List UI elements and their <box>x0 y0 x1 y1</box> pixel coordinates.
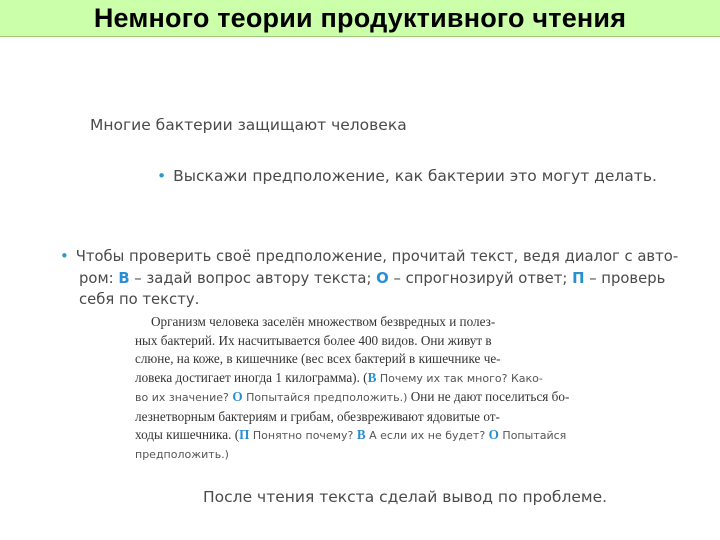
passage-line <box>135 426 645 446</box>
bullet-icon: • <box>157 167 167 185</box>
passage-line: лезнетворным бактериям и грибам, обезвреживают ядовитые от- <box>135 408 500 424</box>
passage-line: Организм человека заселён множеством безвредных и полез- <box>151 314 496 329</box>
task-2-line-1 <box>60 246 700 268</box>
marker-p: П <box>239 427 250 442</box>
section-heading: Многие бактерии защищают человека <box>90 116 407 134</box>
passage-text: Они не дают поселиться бо- <box>407 389 570 404</box>
task-2-text-2d: – проверь <box>584 269 666 287</box>
marker-v: В <box>118 269 130 287</box>
passage-line: слюне, на коже, в кишечнике (вес всех бактерий в кишечнике че- <box>135 351 501 366</box>
task-2-text-2c: – спрогнозируй ответ; <box>388 269 573 287</box>
passage-text: ловека достигает иногда 1 килограмма). ( <box>135 369 368 385</box>
dialog-note: во их значение? <box>135 391 233 404</box>
task-2-text-2a: ром: <box>79 269 119 287</box>
task-bullet-2 <box>60 246 700 311</box>
task-2-line-3: себя по тексту. <box>79 291 200 308</box>
passage-text: ходы кишечника. ( <box>135 427 240 442</box>
bullet-icon: • <box>60 248 69 265</box>
passage-line <box>135 388 645 408</box>
marker-p: П <box>572 269 585 287</box>
passage-line <box>135 369 645 389</box>
dialog-note: Попытайся <box>498 429 567 442</box>
task-2-line-2 <box>60 268 700 290</box>
marker-o: О <box>488 427 499 442</box>
marker-o: О <box>232 389 243 404</box>
slide-title: Немного теории продуктивного чтения <box>0 0 720 37</box>
marker-v: В <box>356 427 366 442</box>
dialog-note: Попытайся предположить.) <box>242 391 408 404</box>
dialog-note: А если их не будет? <box>365 429 489 442</box>
marker-v: В <box>367 369 377 385</box>
task-1-text: Выскажи предположение, как бактерии это могут делать. <box>173 167 657 185</box>
passage-line: предположить.) <box>135 447 229 461</box>
task-2-text-2b: – задай вопрос автору текста; <box>129 269 377 287</box>
passage-line: ных бактерий. Их насчитывается более 400 видов. Они живут в <box>135 332 492 348</box>
task-2-text-1: Чтобы проверить своё предположение, прочитай текст, ведя диалог с авто- <box>75 248 679 265</box>
reading-passage <box>135 313 645 464</box>
marker-o: О <box>376 269 389 287</box>
conclusion-instruction: После чтения текста сделай вывод по проблеме. <box>203 488 608 506</box>
task-bullet-1 <box>157 167 657 185</box>
dialog-note: Почему их так много? Како- <box>376 371 543 385</box>
dialog-note: Понятно почему? <box>249 429 357 442</box>
